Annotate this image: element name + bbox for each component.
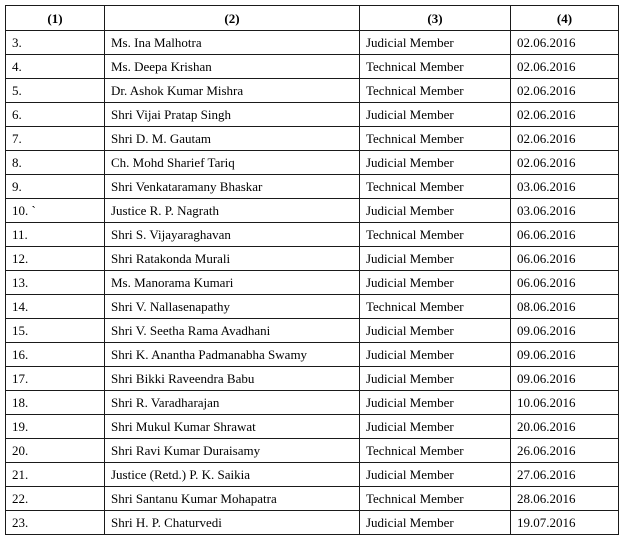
date-cell: 09.06.2016 (511, 343, 619, 367)
designation-cell: Judicial Member (360, 247, 511, 271)
date-cell: 02.06.2016 (511, 103, 619, 127)
designation-cell: Technical Member (360, 223, 511, 247)
table-body (6, 31, 619, 535)
table-row (6, 415, 619, 439)
table-row (6, 319, 619, 343)
designation-cell: Judicial Member (360, 271, 511, 295)
serial-number-cell: 22. (6, 487, 105, 511)
table-row (6, 247, 619, 271)
date-cell: 09.06.2016 (511, 367, 619, 391)
member-name-cell: Justice R. P. Nagrath (105, 199, 360, 223)
serial-number-cell: 23. (6, 511, 105, 535)
designation-cell: Technical Member (360, 439, 511, 463)
member-name-cell: Ch. Mohd Sharief Tariq (105, 151, 360, 175)
date-cell: 09.06.2016 (511, 319, 619, 343)
date-cell: 28.06.2016 (511, 487, 619, 511)
member-name-cell: Ms. Manorama Kumari (105, 271, 360, 295)
date-cell: 02.06.2016 (511, 55, 619, 79)
member-name-cell: Shri Vijai Pratap Singh (105, 103, 360, 127)
member-name-cell: Shri Santanu Kumar Mohapatra (105, 487, 360, 511)
designation-cell: Judicial Member (360, 415, 511, 439)
table-row (6, 127, 619, 151)
member-name-cell: Shri Bikki Raveendra Babu (105, 367, 360, 391)
serial-number-cell: 16. (6, 343, 105, 367)
serial-number-cell: 15. (6, 319, 105, 343)
member-name-cell: Shri K. Anantha Padmanabha Swamy (105, 343, 360, 367)
table-row (6, 295, 619, 319)
serial-number-cell: 5. (6, 79, 105, 103)
designation-cell: Judicial Member (360, 151, 511, 175)
member-name-cell: Shri Ravi Kumar Duraisamy (105, 439, 360, 463)
designation-cell: Judicial Member (360, 31, 511, 55)
designation-cell: Judicial Member (360, 391, 511, 415)
serial-number-cell: 20. (6, 439, 105, 463)
serial-number-cell: 14. (6, 295, 105, 319)
date-cell: 06.06.2016 (511, 247, 619, 271)
date-cell: 02.06.2016 (511, 31, 619, 55)
member-name-cell: Ms. Ina Malhotra (105, 31, 360, 55)
serial-number-cell: 7. (6, 127, 105, 151)
serial-number-cell: 8. (6, 151, 105, 175)
date-cell: 06.06.2016 (511, 271, 619, 295)
date-cell: 02.06.2016 (511, 79, 619, 103)
date-cell: 06.06.2016 (511, 223, 619, 247)
date-cell: 10.06.2016 (511, 391, 619, 415)
designation-cell: Technical Member (360, 127, 511, 151)
date-cell: 20.06.2016 (511, 415, 619, 439)
members-table (5, 5, 619, 535)
date-cell: 19.07.2016 (511, 511, 619, 535)
table-row (6, 511, 619, 535)
member-name-cell: Shri Venkataramany Bhaskar (105, 175, 360, 199)
designation-cell: Technical Member (360, 175, 511, 199)
serial-number-cell: 4. (6, 55, 105, 79)
table-row (6, 463, 619, 487)
serial-number-cell: 18. (6, 391, 105, 415)
designation-cell: Technical Member (360, 55, 511, 79)
serial-number-cell: 9. (6, 175, 105, 199)
table-row (6, 223, 619, 247)
header-row (6, 6, 619, 31)
header-col-1: (1) (6, 6, 105, 31)
member-name-cell: Shri S. Vijayaraghavan (105, 223, 360, 247)
date-cell: 08.06.2016 (511, 295, 619, 319)
member-name-cell: Dr. Ashok Kumar Mishra (105, 79, 360, 103)
table-row (6, 55, 619, 79)
designation-cell: Judicial Member (360, 343, 511, 367)
member-name-cell: Shri Mukul Kumar Shrawat (105, 415, 360, 439)
header-col-4: (4) (511, 6, 619, 31)
table-row (6, 391, 619, 415)
table-row (6, 439, 619, 463)
table-row (6, 199, 619, 223)
table-row (6, 103, 619, 127)
date-cell: 03.06.2016 (511, 175, 619, 199)
table-row (6, 343, 619, 367)
serial-number-cell: 11. (6, 223, 105, 247)
designation-cell: Judicial Member (360, 511, 511, 535)
designation-cell: Technical Member (360, 487, 511, 511)
serial-number-cell: 19. (6, 415, 105, 439)
table-row (6, 79, 619, 103)
table-row (6, 487, 619, 511)
designation-cell: Technical Member (360, 79, 511, 103)
date-cell: 02.06.2016 (511, 151, 619, 175)
member-name-cell: Shri H. P. Chaturvedi (105, 511, 360, 535)
table-header (6, 6, 619, 31)
designation-cell: Technical Member (360, 295, 511, 319)
member-name-cell: Shri Ratakonda Murali (105, 247, 360, 271)
designation-cell: Judicial Member (360, 199, 511, 223)
date-cell: 26.06.2016 (511, 439, 619, 463)
table-row (6, 367, 619, 391)
member-name-cell: Shri R. Varadharajan (105, 391, 360, 415)
designation-cell: Judicial Member (360, 103, 511, 127)
date-cell: 03.06.2016 (511, 199, 619, 223)
serial-number-cell: 21. (6, 463, 105, 487)
date-cell: 27.06.2016 (511, 463, 619, 487)
table-row (6, 175, 619, 199)
member-name-cell: Shri V. Seetha Rama Avadhani (105, 319, 360, 343)
designation-cell: Judicial Member (360, 367, 511, 391)
member-name-cell: Shri V. Nallasenapathy (105, 295, 360, 319)
date-cell: 02.06.2016 (511, 127, 619, 151)
serial-number-cell: 17. (6, 367, 105, 391)
serial-number-cell: 10. ` (6, 199, 105, 223)
header-col-3: (3) (360, 6, 511, 31)
designation-cell: Judicial Member (360, 463, 511, 487)
table-row (6, 271, 619, 295)
designation-cell: Judicial Member (360, 319, 511, 343)
serial-number-cell: 12. (6, 247, 105, 271)
serial-number-cell: 3. (6, 31, 105, 55)
serial-number-cell: 13. (6, 271, 105, 295)
header-col-2: (2) (105, 6, 360, 31)
member-name-cell: Justice (Retd.) P. K. Saikia (105, 463, 360, 487)
table-row (6, 31, 619, 55)
serial-number-cell: 6. (6, 103, 105, 127)
table-row (6, 151, 619, 175)
member-name-cell: Ms. Deepa Krishan (105, 55, 360, 79)
member-name-cell: Shri D. M. Gautam (105, 127, 360, 151)
